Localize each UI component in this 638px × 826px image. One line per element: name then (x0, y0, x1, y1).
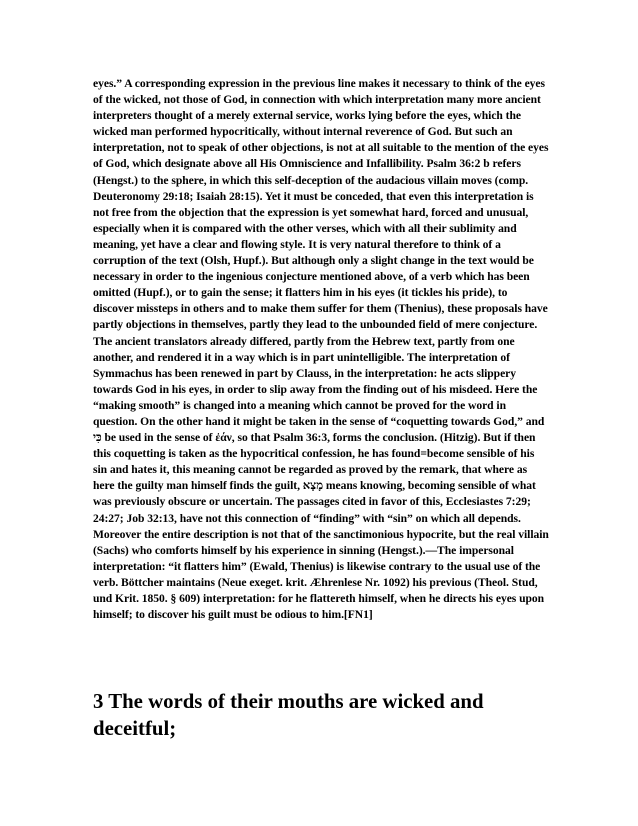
verse-heading: 3 The words of their mouths are wicked and deceitful; (93, 690, 484, 740)
commentary-paragraph: eyes.” A corresponding expression in the previous line makes it necessary to think of the eyes of the wicked, not those of God, in connection with which interpretation many more ancient interpreters thought of a merely external service, works lying before the eyes, which the wicked man performed hypocritically, without internal reverence of God. But such an interpretation, not to speak of other objections, is not at all suitable to the mention of the eyes of God, which designate above all His Omniscience and Infallibility. Psalm 36:2 b refers (Hengst.) to the sphere, in which this self-deception of the audacious villain moves (comp. Deuteronomy 29:18; Isaiah 28:15). Yet it must be conceded, that even this interpretation is not free from the objection that the expression is yet somewhat hard, forced and unusual, especially when it is compared with the other verses, which with all their sublimity and meaning, yet have a clear and flowing style. It is very natural therefore to think of a corruption of the text (Olsh, Hupf.). But although only a slight change in the text would be necessary in order to the ingenious conjecture mentioned above, of a verb which has been omitted (Hupf.), or to gain the sense; it flatters him in his eyes (it tickles his pride), to discover missteps in others and to make them suffer for them (Thenius), these proposals have partly objections in themselves, partly they lead to the unbounded field of mere conjecture. The ancient translators already differed, partly from the Hebrew text, partly from one another, and rendered it in a way which is in part unintelligible. The interpretation of Symmachus has been renewed in part by Clauss, in the interpretation: he acts slippery towards God in his eyes, in order to slip away from the finding out of his misdeed. Here the “making smooth” is changed into a meaning which cannot be proved for the word in question. On the other hand it might be taken in the sense of “coquetting towards God,” and כִּי be used in the sense of ἐάν, so that Psalm 36:3, forms the conclusion. (Hitzig). But if then this coquetting is taken as the hypocritical confession, he has found=become sensible of his sin and hates it, this meaning cannot be regarded as proved by the remark, that where as here the guilty man himself finds the guilt, מָצָא means knowing, becoming sensible of what was previously obscure or uncertain. The passages cited in favor of this, Ecclesiastes 7:29; 24:27; Job 32:13, have not this connection of “finding” with “sin” on which all depends. Moreover the entire description is not that of the sanctimonious hypocrite, but the real villain (Sachs) who comforts himself by his experience in sinning (Hengst.).—The impersonal interpretation: “it flatters him” (Ewald, Thenius) is likewise contrary to the usual use of the verb. Böttcher maintains (Neue exeget. krit. Ӕhrenlese Nr. 1092) his previous (Theol. Stud, und Krit. 1850. § 609) interpretation: for he flattereth himself, when he directs his eyes upon himself; to discover his guilt must be odious to him.[FN1] (93, 77, 549, 622)
